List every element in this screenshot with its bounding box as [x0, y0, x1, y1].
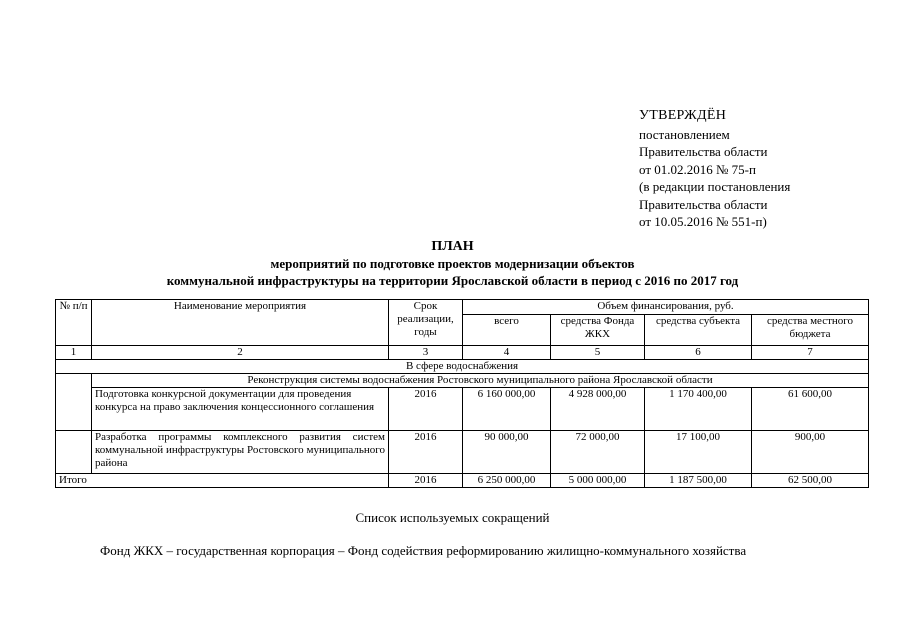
plan-subtitle-line: коммунальной инфраструктуры на территории Ярославской области в период с 2016 по 2017 год: [166, 273, 739, 288]
column-index: 5: [551, 346, 645, 360]
header-term: Срок реализации, годы: [389, 300, 463, 346]
column-index: 1: [56, 346, 92, 360]
subsection-title: Реконструкция системы водоснабжения Ростовского муниципального района Ярославской области: [92, 374, 869, 388]
approval-line: Правительства области: [639, 196, 768, 212]
abbreviations-text: Фонд ЖКХ – государственная корпорация – Фонд содействия реформированию жилищно-коммунального хозяйства: [100, 543, 747, 558]
header-total: всего: [463, 315, 551, 346]
column-index: 3: [389, 346, 463, 360]
row-subject: 17 100,00: [645, 431, 752, 474]
approval-line: от 01.02.2016 № 75-п: [639, 161, 756, 177]
approval-title: УТВЕРЖДЁН: [639, 108, 727, 123]
row-total: 6 160 000,00: [463, 388, 551, 431]
header-local: средства местного бюджета: [752, 315, 869, 346]
column-index: 7: [752, 346, 869, 360]
header-subject: средства субъекта: [645, 315, 752, 346]
row-fund: 72 000,00: [551, 431, 645, 474]
row-name: Разработка программы комплексного развития систем коммунальной инфраструктуры Ростовского муниципального района: [92, 431, 389, 474]
abbreviations-title: Список используемых сокращений: [355, 510, 550, 525]
subsection-row: [56, 374, 869, 388]
totals-fund: 5 000 000,00: [551, 474, 645, 488]
plan-table: [55, 299, 869, 488]
header-fund: средства Фонда ЖКХ: [551, 315, 645, 346]
table-row: [56, 431, 869, 474]
totals-subject: 1 187 500,00: [645, 474, 752, 488]
plan-title: ПЛАН: [431, 239, 474, 254]
totals-total: 6 250 000,00: [463, 474, 551, 488]
column-index: 6: [645, 346, 752, 360]
row-year: 2016: [389, 431, 463, 474]
section-title: В сфере водоснабжения: [56, 360, 869, 374]
row-num: [56, 431, 92, 474]
document-heading: [0, 238, 905, 289]
row-local: 900,00: [752, 431, 869, 474]
table-header-row: [56, 300, 869, 315]
totals-year: 2016: [389, 474, 463, 488]
row-name: Подготовка конкурсной документации для проведения конкурса на право заключения концессионного соглашения: [92, 388, 389, 431]
section-row: [56, 360, 869, 374]
row-local: 61 600,00: [752, 388, 869, 431]
header-name: Наименование мероприятия: [92, 300, 389, 346]
row-total: 90 000,00: [463, 431, 551, 474]
empty-cell: [56, 374, 92, 388]
row-year: 2016: [389, 388, 463, 431]
row-subject: 1 170 400,00: [645, 388, 752, 431]
row-fund: 4 928 000,00: [551, 388, 645, 431]
approval-stamp: [639, 107, 790, 231]
header-num: № п/п: [56, 300, 92, 346]
totals-label: Итого: [56, 474, 389, 488]
table-row: [56, 388, 869, 431]
totals-local: 62 500,00: [752, 474, 869, 488]
approval-line: постановлением: [639, 126, 730, 142]
header-funding: Объем финансирования, руб.: [463, 300, 869, 315]
approval-line: (в редакции постановления: [639, 179, 791, 194]
column-index: 4: [463, 346, 551, 360]
plan-subtitle-line: мероприятий по подготовке проектов модернизации объектов: [270, 256, 635, 271]
approval-line: от 10.05.2016 № 551-п): [639, 214, 767, 229]
row-num: [56, 388, 92, 431]
approval-line: Правительства области: [639, 144, 768, 159]
totals-row: [56, 474, 869, 488]
column-index: 2: [92, 346, 389, 360]
column-index-row: [56, 346, 869, 360]
